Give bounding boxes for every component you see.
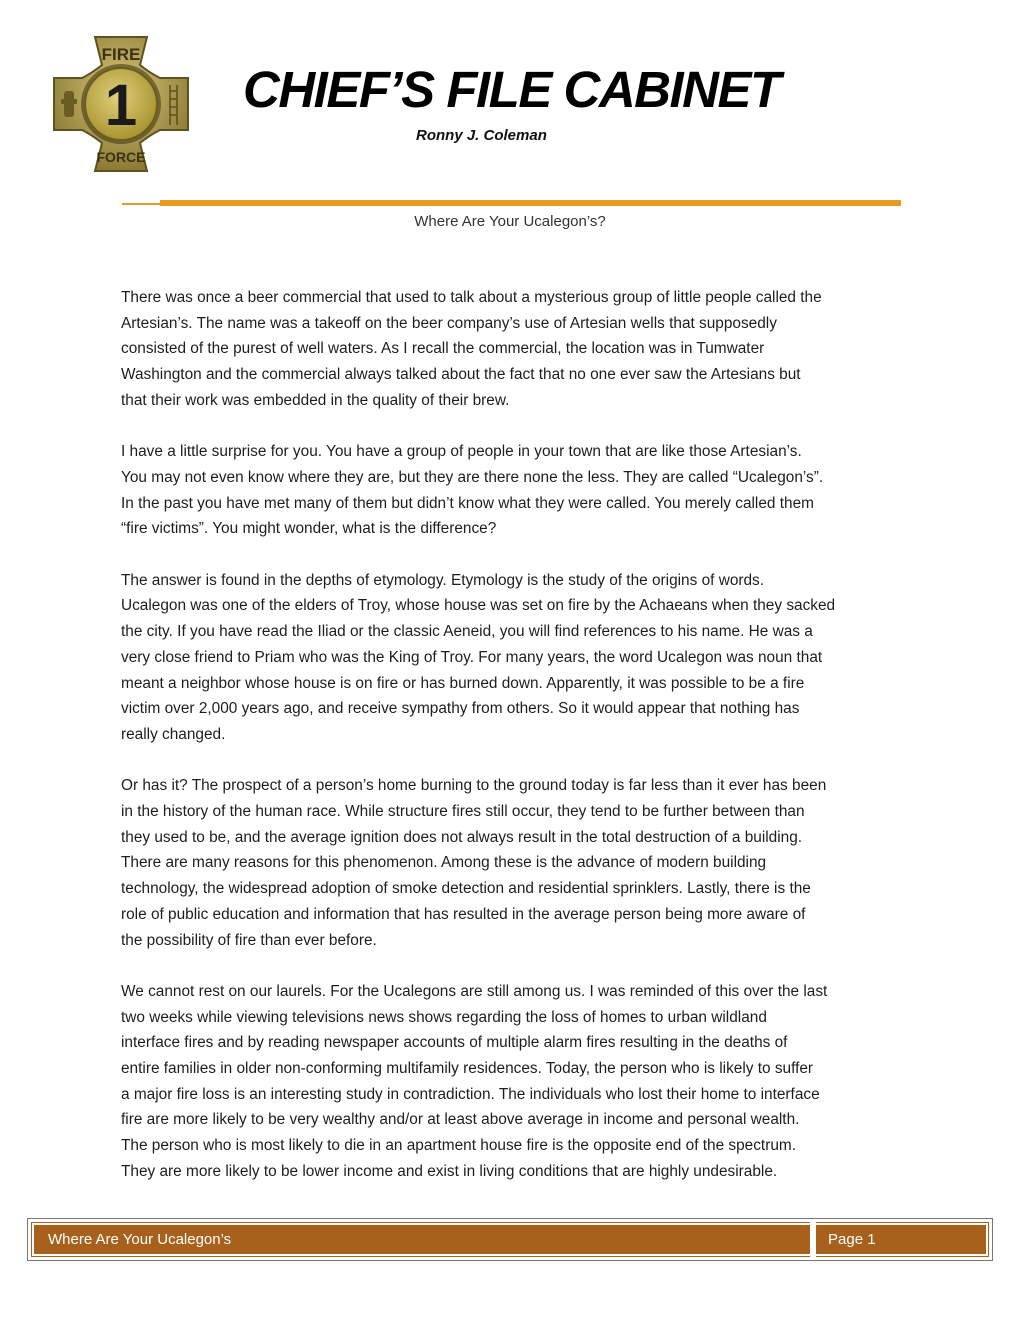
paragraph: Or has it? The prospect of a person’s home burning to the ground today is far less than it ever has been in the history of the human race. While structure fires still occur, they tend to be further between than they used to be, and the average ignition does not always result in the total destruction of a building. There are many reasons for this phenomenon. Among these is the advance of modern building technology, the widespread adoption of smoke detection and residential sprinklers. Lastly, there is the role of public education and information that has resulted in the average person being more aware of the possibility of fire than ever before. — [121, 777, 827, 949]
paragraph: There was once a beer commercial that used to talk about a mysterious group of little people called the Artesian’s. The name was a takeoff on the beer company’s use of Artesian wells that supposedly consisted of the purest of well waters. As I recall the commercial, the location was in Tumwater Washington and the commercial always talked about the fact that no one ever saw the Artesians but that their work was embedded in the quality of their brew. — [121, 289, 822, 409]
footer-bar — [31, 1222, 989, 1257]
footer-title: Where Are Your Ucalegon’s — [32, 1223, 810, 1256]
header-divider-thin — [122, 203, 164, 205]
article-body — [121, 285, 911, 1210]
logo-numeral: 1 — [104, 73, 138, 138]
paragraph: We cannot rest on our laurels. For the Ucalegons are still among us. I was reminded of this over the last two weeks while viewing televisions news shows regarding the loss of homes to urban wildland interface fires and by reading newspaper accounts of multiple alarm fires resulting in the deaths of entire families in older non-conforming multifamily residences. Today, the person who is likely to suffer a major fire loss is an interesting study in contradiction. The individuals who lost their home to interface fire are more likely to be very wealthy and/or at least above average in income and personal wealth. The person who is most likely to die in an apartment house fire is the opposite end of the spectrum. They are more likely to be lower income and exist in living conditions that are highly undesirable. — [121, 982, 828, 1180]
fire-force-logo-icon — [50, 33, 192, 175]
masthead-author: Ronny J. Coleman — [416, 127, 547, 144]
page-footer — [27, 1218, 993, 1261]
logo-bottom-text: FORCE — [96, 149, 146, 165]
page-number: Page 1 — [816, 1223, 988, 1256]
masthead-title: CHIEF’S FILE CABINET — [243, 61, 780, 118]
header-divider — [160, 200, 901, 206]
article-title: Where Are Your Ucalegon’s? — [414, 213, 606, 230]
logo-top-text: FIRE — [101, 45, 141, 64]
paragraph: The answer is found in the depths of etymology. Etymology is the study of the origins of words. Ucalegon was one of the elders of Troy, whose house was set on fire by the Achaeans when they sacked the city. If you have read the Iliad or the classic Aeneid, you will find references to his name. He was a very close friend to Priam who was the King of Troy. For many years, the word Ucalegon was noun that meant a neighbor whose house is on fire or has burned down. Apparently, it was possible to be a fire victim over 2,000 years ago, and receive sympathy from others. So it would appear that nothing has really changed. — [121, 571, 836, 743]
paragraph: I have a little surprise for you. You have a group of people in your town that are like those Artesian’s. You may not even know where they are, but they are there none the less. They are called “Ucalegon’s”. In the past you have met many of them but didn’t know what they were called. You merely called them “fire victims”. You might wonder, what is the difference? — [121, 443, 824, 538]
